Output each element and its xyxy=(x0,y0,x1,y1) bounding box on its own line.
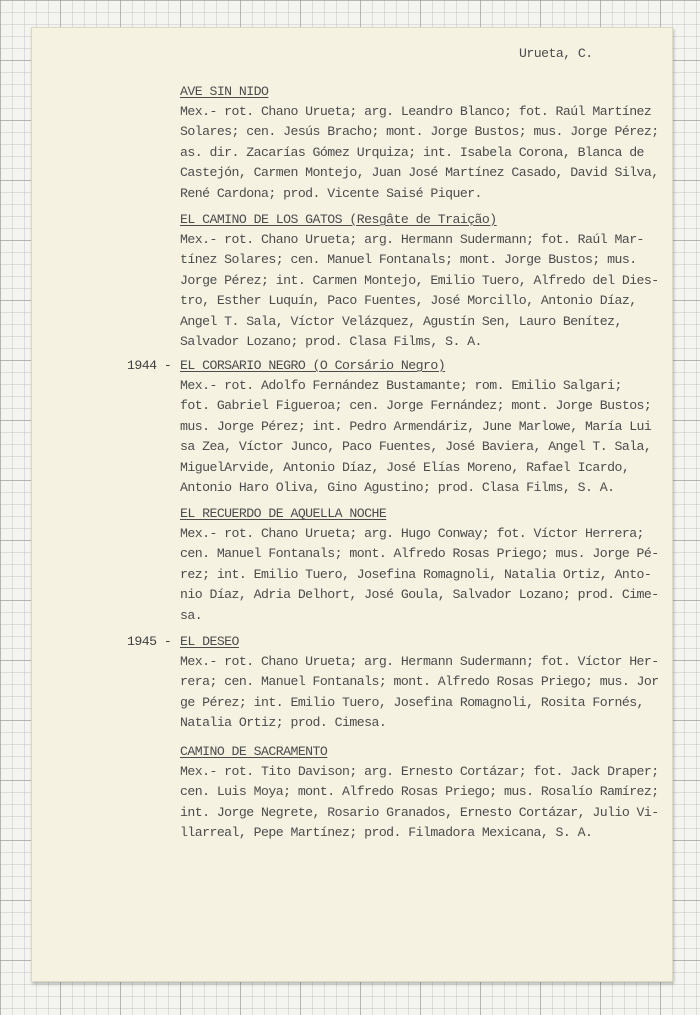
entry-credit-line: Castejón, Carmen Montejo, Juan José Martínez Casado, David Silva, xyxy=(180,165,659,181)
entry-credit-line: René Cardona; prod. Vicente Saisé Piquer. xyxy=(180,185,482,201)
entry-title: EL DESEO xyxy=(180,634,239,649)
entry-credit-line: as. dir. Zacarías Gómez Urquiza; int. Isabela Corona, Blanca de xyxy=(180,144,644,160)
entry-credit-line: sa. xyxy=(180,607,203,623)
entry-credit-line: Natalia Ortiz; prod. Cimesa. xyxy=(180,715,387,731)
entry-credit-line: int. Jorge Negrete, Rosario Granados, Ernesto Cortázar, Julio Vi- xyxy=(180,804,659,820)
entry-credit-line: Mex.- rot. Chano Urueta; arg. Hugo Conway; fot. Víctor Herrera; xyxy=(180,526,644,541)
entry-title: AVE SIN NIDO xyxy=(180,84,269,99)
entry-year: 1945 - xyxy=(127,634,172,649)
entry-credit-line: Mex.- rot. Chano Urueta; arg. Hermann Sudermann; fot. Víctor Her- xyxy=(180,654,659,669)
entry-credit-line: Antonio Haro Oliva, Gino Agustino; prod. Clasa Films, S. A. xyxy=(180,480,615,495)
entry-credit-line: cen. Manuel Fontanals; mont. Alfredo Rosas Priego; mus. Jorge Pé- xyxy=(180,546,659,562)
entry-credit-line: ge Pérez; int. Emilio Tuero, Josefina Romagnoli, Rosita Fornés, xyxy=(180,694,644,710)
entry-credit-line: MiguelArvide, Antonio Díaz, José Elías Moreno, Rafael Icardo, xyxy=(180,459,630,475)
entry-credit-line: Salvador Lozano; prod. Clasa Films, S. A. xyxy=(180,334,482,349)
entry-title: EL CAMINO DE LOS GATOS (Resgâte de Traição) xyxy=(180,212,497,227)
entry-credit-line: Mex.- rot. Tito Davison; arg. Ernesto Cortázar; fot. Jack Draper; xyxy=(180,764,659,779)
entry-credit-line: Solares; cen. Jesús Bracho; mont. Jorge Bustos; mus. Jorge Pérez; xyxy=(180,124,659,140)
entry-credit-line: Jorge Pérez; int. Carmen Montejo, Emilio Tuero, Alfredo del Dies- xyxy=(180,272,659,288)
entry-title: EL RECUERDO DE AQUELLA NOCHE xyxy=(180,506,387,521)
entry-credit-line: Mex.- rot. Adolfo Fernández Bustamante; rom. Emilio Salgari; xyxy=(180,378,622,393)
entry-credit-line: sa Zea, Víctor Junco, Paco Fuentes, José Baviera, Angel T. Sala, xyxy=(180,439,652,455)
page-header: Urueta, C. xyxy=(519,46,593,61)
entry-credit-line: llarreal, Pepe Martínez; prod. Filmadora Mexicana, S. A. xyxy=(180,825,593,841)
entry-credit-line: nio Díaz, Adria Delhort, José Goula, Salvador Lozano; prod. Cime- xyxy=(180,587,659,603)
entry-credit-line: mus. Jorge Pérez; int. Pedro Armendáriz, June Marlowe, María Lui xyxy=(180,418,652,434)
entry-credit-line: rera; cen. Manuel Fontanals; mont. Alfredo Rosas Priego; mus. Jor xyxy=(180,674,659,690)
entry-title: CAMINO DE SACRAMENTO xyxy=(180,744,328,759)
typed-page xyxy=(31,27,673,982)
entry-credit-line: rez; int. Emilio Tuero, Josefina Romagnoli, Natalia Ortiz, Anto- xyxy=(180,566,652,582)
entry-credit-line: Mex.- rot. Chano Urueta; arg. Hermann Sudermann; fot. Raúl Mar- xyxy=(180,232,644,247)
entry-credit-line: fot. Gabriel Figueroa; cen. Jorge Fernández; mont. Jorge Bustos; xyxy=(180,398,652,414)
entry-credit-line: Mex.- rot. Chano Urueta; arg. Leandro Blanco; fot. Raúl Martínez xyxy=(180,104,652,119)
entry-credit-line: tro, Esther Luquín, Paco Fuentes, José Morcillo, Antonio Díaz, xyxy=(180,293,637,309)
entry-credit-line: Angel T. Sala, Víctor Velázquez, Agustín Sen, Lauro Benítez, xyxy=(180,313,622,329)
entry-title: EL CORSARIO NEGRO (O Corsário Negro) xyxy=(180,358,446,373)
entry-credit-line: cen. Luis Moya; mont. Alfredo Rosas Priego; mus. Rosalío Ramírez; xyxy=(180,784,659,800)
entry-credit-line: tínez Solares; cen. Manuel Fontanals; mont. Jorge Bustos; mus. xyxy=(180,252,637,268)
entry-year: 1944 - xyxy=(127,358,172,373)
